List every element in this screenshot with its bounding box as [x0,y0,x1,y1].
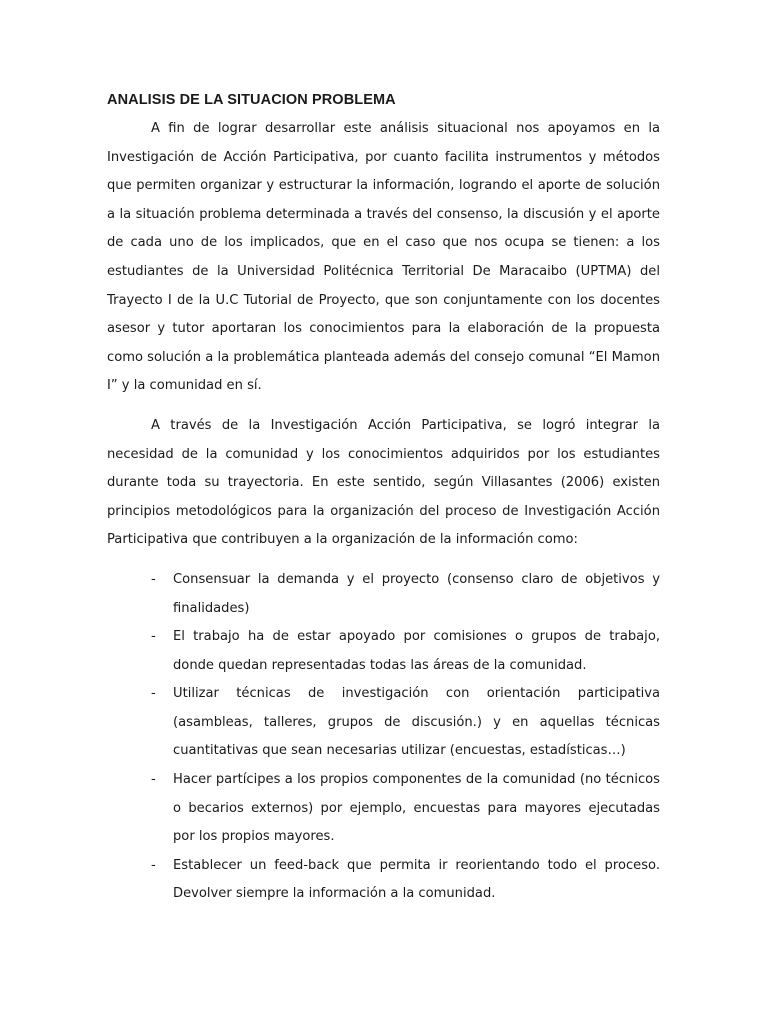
bullet-dash: - [151,571,156,587]
paragraph-methodology: A través de la Investigación Acción Participativa, se logró integrar la necesidad de la comunidad y los conocimientos adquiridos por los estudiantes durante toda su trayectoria. En este sentido, según Villasantes (2006) existen principios metodológicos para la organización del proceso de Investigación Acción Participativa que contribuyen a la organización de la información como: [107,417,660,548]
list-item-text: Consensuar la demanda y el proyecto (consenso claro de objetivos y finalidades) [173,571,660,616]
list-item [151,623,660,680]
list-item-text: Hacer partícipes a los propios componentes de la comunidad (no técnicos o becarios externos) por ejemplo, encuestas para mayores ejecutadas por los propios mayores. [173,772,660,845]
list-item [151,766,660,852]
list-item-text: Establecer un feed-back que permita ir reorientando todo el proceso. Devolver siempre la información a la comunidad. [173,857,660,902]
list-item [151,680,660,766]
bullet-dash: - [151,686,156,702]
paragraph-intro: A fin de lograr desarrollar este análisis situacional nos apoyamos en la Investigación de Acción Participativa, por cuanto facilita instrumentos y métodos que permiten organizar y estructurar la información, logrando el aporte de solución a la situación problema determinada a través del consenso, la discusión y el aporte de cada uno de los implicados, que en el caso que nos ocupa se tienen: a los estudiantes de la Universidad Politécnica Territorial De Maracaibo (UPTMA) del Trayecto I de la U.C Tutorial de Proyecto, que son conjuntamente con los docentes asesor y tutor aportaran los conocimientos para la elaboración de la propuesta como solución a la problemática planteada además del consejo comunal “El Mamon I” y la comunidad en sí. [107,121,660,394]
list-item [151,566,660,623]
document-title: ANALISIS DE LA SITUACION PROBLEMA [107,92,396,108]
document-body [107,90,660,909]
list-item-text: Utilizar técnicas de investigación con orientación participativa (asambleas, talleres, grupos de discusión.) y en aquellas técnicas cuantitativas que sean necesarias utilizar (encuestas, estadísticas…) [173,686,660,759]
bullet-dash: - [151,772,156,788]
principles-list [107,566,660,909]
bullet-dash: - [151,629,156,645]
list-item [151,852,660,909]
bullet-dash: - [151,857,156,873]
list-item-text: El trabajo ha de estar apoyado por comisiones o grupos de trabajo, donde quedan representadas todas las áreas de la comunidad. [173,629,660,673]
